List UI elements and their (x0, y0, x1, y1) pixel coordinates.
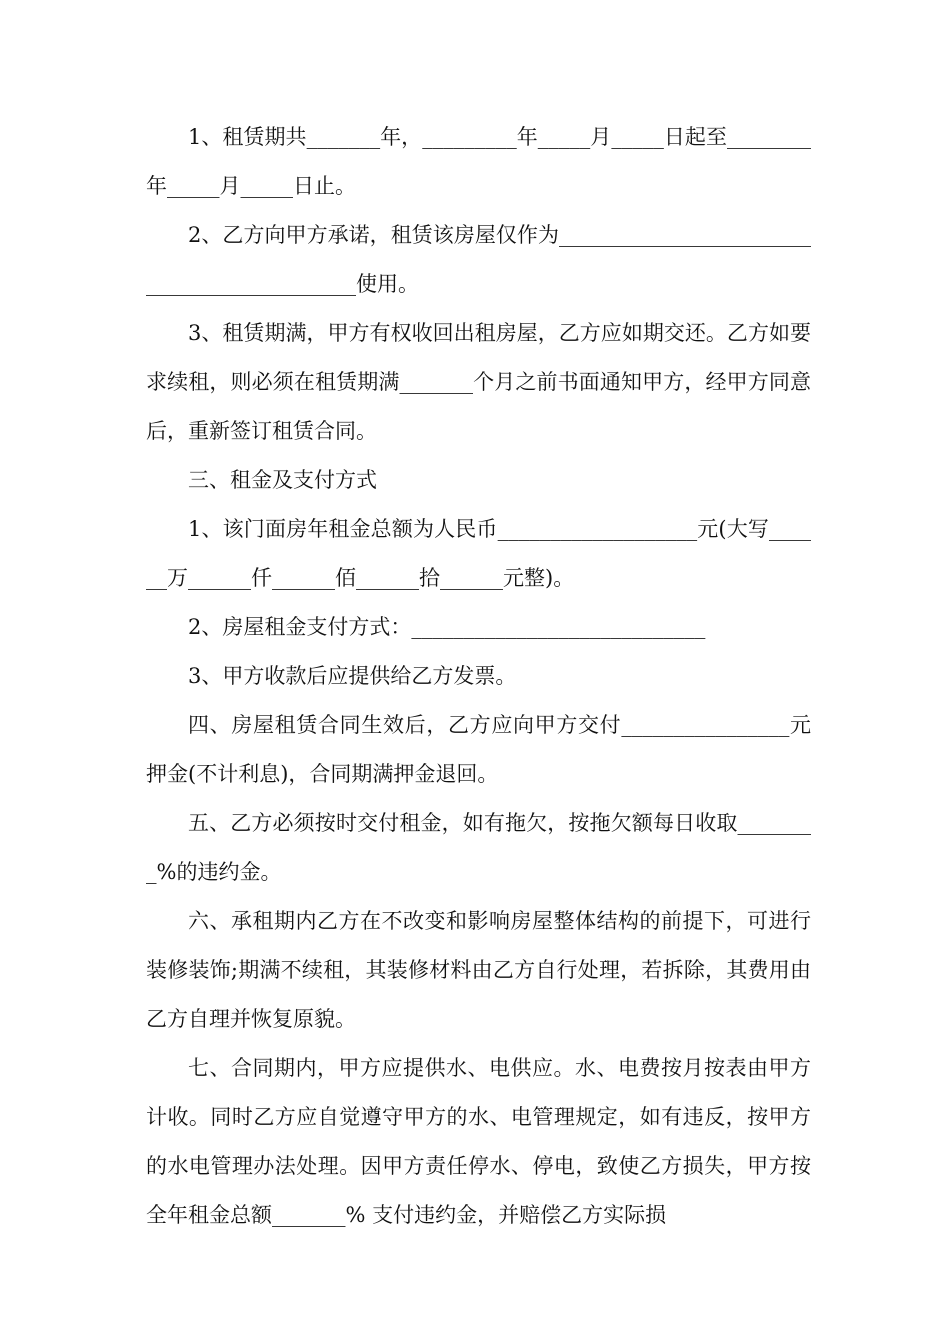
clause-late-penalty: 五、乙方必须按时交付租金，如有拖欠，按拖欠额每日收取________%的违约金。 (146, 811, 811, 884)
clause-usage-purpose: 2、乙方向甲方承诺，租赁该房屋仅作为____________________________________________使用。 (146, 223, 811, 296)
clause-lease-renewal: 3、租赁期满，甲方有权收回出租房屋，乙方应如期交还。乙方如要求续租，则必须在租赁期满_______个月之前书面通知甲方，经甲方同意后，重新签订租赁合同。 (146, 321, 811, 443)
clause-deposit: 四、房屋租赁合同生效后，乙方应向甲方交付________________元押金(不计利息)，合同期满押金退回。 (146, 713, 811, 786)
clause-invoice: 3、甲方收款后应提供给乙方发票。 (188, 664, 517, 688)
section-heading-rent-payment: 三、租金及支付方式 (188, 468, 377, 492)
clause-annual-rent: 1、该门面房年租金总额为人民币___________________元(大写______万______仟______佰______拾______元整)。 (146, 517, 811, 590)
clause-lease-term: 1、租赁期共_______年，_________年_____月_____日起至________年_____月_____日止。 (146, 125, 811, 198)
clause-payment-method: 2、房屋租金支付方式：____________________________ (188, 615, 706, 639)
clause-utilities: 七、合同期内，甲方应提供水、电供应。水、电费按月按表由甲方计收。同时乙方应自觉遵守甲方的水、电管理规定，如有违反，按甲方的水电管理办法处理。因甲方责任停水、停电，致使乙方损失，甲方按全年租金总额_______% 支付违约金，并赔偿乙方实际损 (146, 1056, 811, 1227)
clause-renovation: 六、承租期内乙方在不改变和影响房屋整体结构的前提下，可进行装修装饰;期满不续租，其装修材料由乙方自行处理，若拆除，其费用由乙方自理并恢复原貌。 (146, 909, 811, 1031)
